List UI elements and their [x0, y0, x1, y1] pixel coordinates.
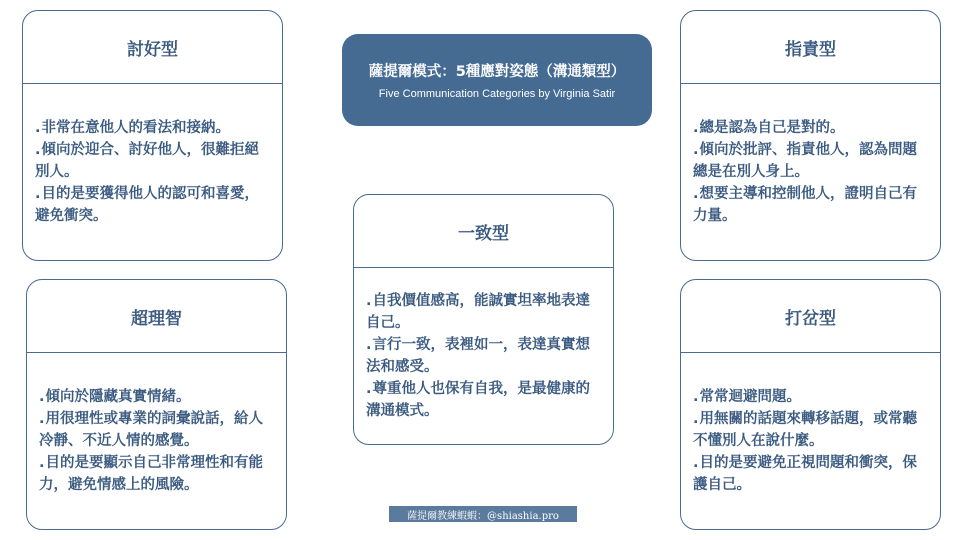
- congruent-title: 一致型: [458, 223, 509, 244]
- irrelevant-point: . 常常迴避問題。: [693, 386, 928, 408]
- placating-point: . 傾向於迎合、討好他人，很難拒絕別人。: [35, 139, 270, 183]
- footer-text: 薩提爾教練蝦蝦：@shiashia.pro: [407, 510, 559, 522]
- super-reasonable-title: 超理智: [131, 308, 182, 329]
- irrelevant-point: . 用無關的話題來轉移話題，或常聽不懂別人在說什麼。: [693, 408, 928, 452]
- irrelevant-point: . 目的是要避免正視問題和衝突，保護自己。: [693, 452, 928, 496]
- diagram-title: [342, 34, 652, 126]
- blaming-point: . 總是認為自己是對的。: [693, 117, 928, 139]
- title-main: 薩提爾模式：5種應對姿態（溝通類型）: [368, 64, 626, 80]
- irrelevant-body: [680, 352, 941, 530]
- blaming-point: . 想要主導和控制他人，證明自己有力量。: [693, 183, 928, 227]
- placating-point: . 目的是要獲得他人的認可和喜愛，避免衝突。: [35, 183, 270, 227]
- super-reasonable-point: . 目的是要顯示自己非常理性和有能力，避免情感上的風險。: [39, 452, 274, 496]
- super-reasonable-body: [26, 352, 287, 530]
- irrelevant-header: [680, 279, 941, 353]
- super-reasonable-header: [26, 279, 287, 353]
- congruent-point: . 尊重他人也保有自我，是最健康的溝通模式。: [366, 378, 601, 422]
- congruent-body: [353, 267, 614, 445]
- title-subtitle: Five Communication Categories by Virginia Satir: [378, 88, 616, 100]
- blaming-point: . 傾向於批評、指責他人，認為問題總是在別人身上。: [693, 139, 928, 183]
- blaming-title: 指責型: [785, 39, 836, 60]
- blaming-header: [680, 10, 941, 84]
- footer-credit: [389, 506, 577, 522]
- placating-header: [22, 10, 283, 84]
- super-reasonable-point: . 傾向於隱藏真實情緒。: [39, 386, 274, 408]
- irrelevant-title: 打岔型: [785, 308, 836, 329]
- congruent-point: . 自我價值感高，能誠實坦率地表達自己。: [366, 290, 601, 334]
- placating-point: . 非常在意他人的看法和接納。: [35, 117, 270, 139]
- super-reasonable-point: . 用很理性或專業的詞彙說話，給人冷靜、不近人情的感覺。: [39, 408, 274, 452]
- congruent-point: . 言行一致，表裡如一，表達真實想法和感受。: [366, 334, 601, 378]
- placating-body: [22, 83, 283, 261]
- congruent-header: [353, 194, 614, 268]
- placating-title: 討好型: [127, 39, 178, 60]
- blaming-body: [680, 83, 941, 261]
